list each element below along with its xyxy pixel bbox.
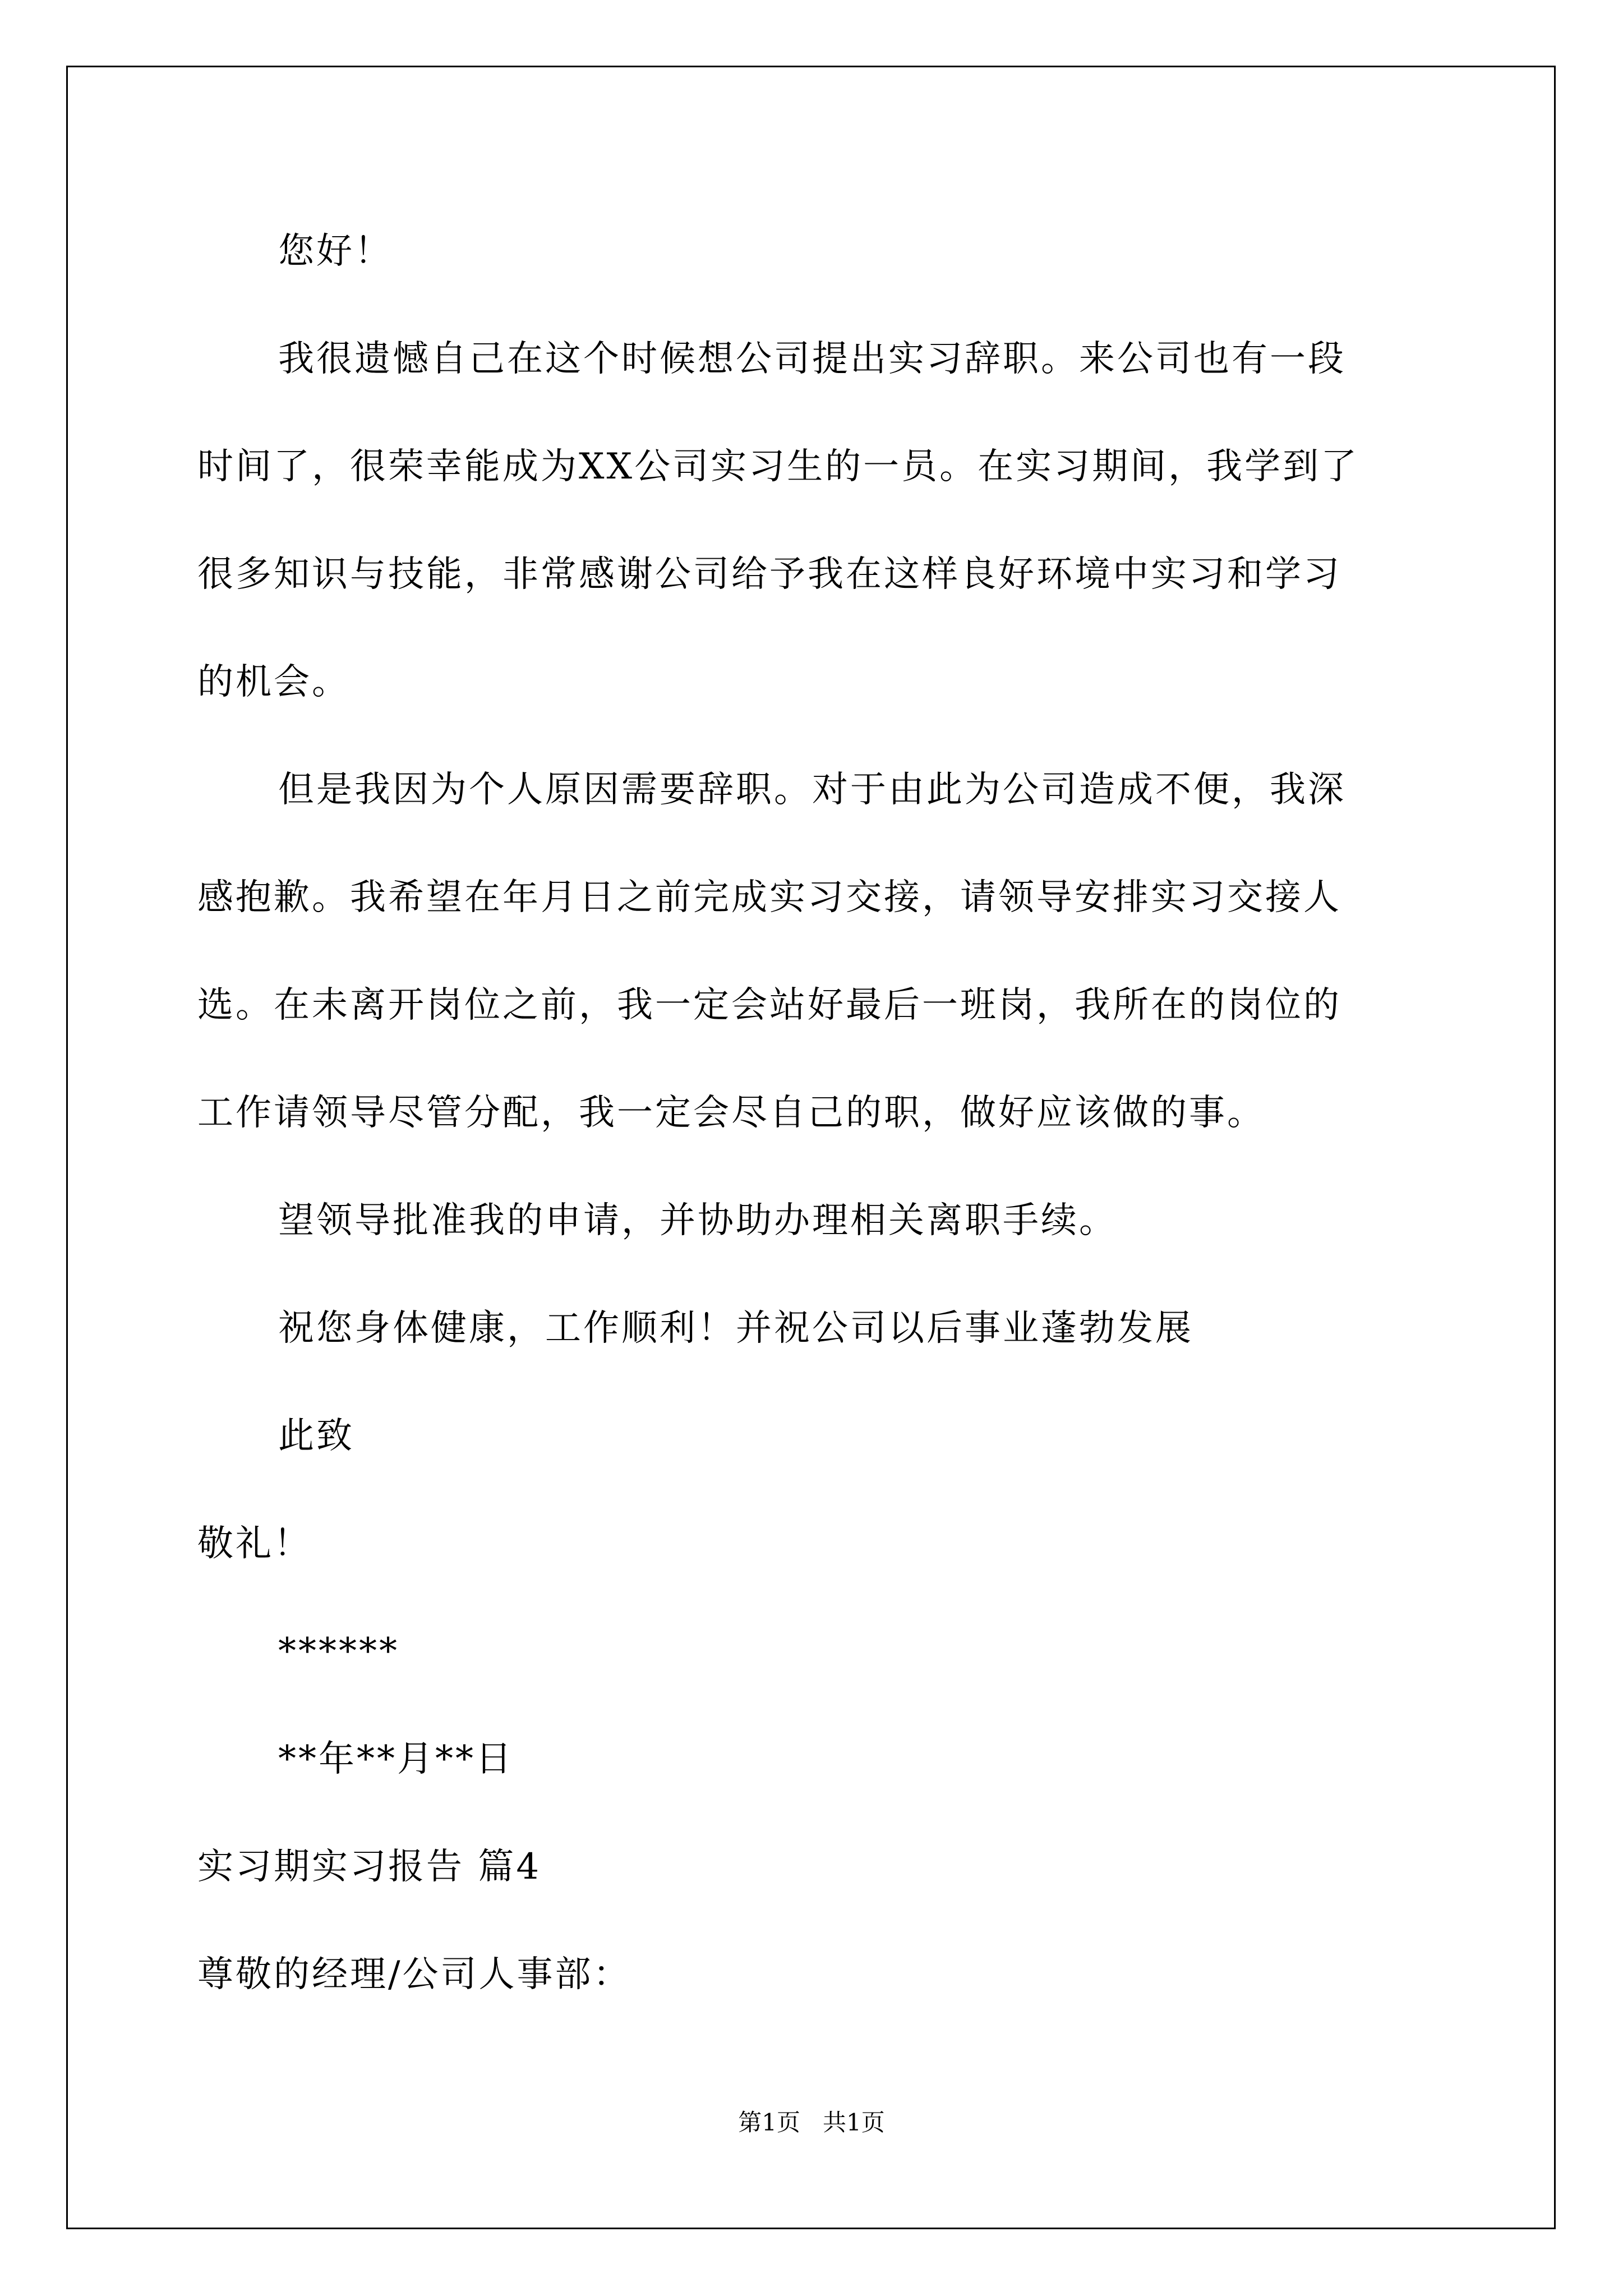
page-frame: [66, 66, 1556, 2229]
signature-date: **年**月**日: [278, 1738, 514, 1780]
section-heading: 实习期实习报告 篇4: [197, 1846, 542, 1888]
signature-name: ******: [278, 1631, 399, 1672]
addressee-line: 尊敬的经理/公司人事部：: [197, 1954, 631, 1995]
paragraph-line: 但是我因为个人原因需要辞职。对于由此为公司造成不便，我深: [278, 769, 1346, 811]
paragraph-line: 我很遗憾自己在这个时候想公司提出实习辞职。来公司也有一段: [278, 338, 1346, 380]
paragraph-line: 感抱歉。我希望在年月日之前完成实习交接，请领导安排实习交接人: [197, 877, 1341, 918]
paragraph-line: 望领导批准我的申请，并协助办理相关离职手续。: [278, 1200, 1117, 1241]
paragraph-line: 时间了，很荣幸能成为XX公司实习生的一员。在实习期间，我学到了: [197, 446, 1359, 487]
paragraph-line: 祝您身体健康，工作顺利！并祝公司以后事业蓬勃发展: [278, 1308, 1193, 1349]
greeting-line: 您好！: [278, 231, 393, 272]
paragraph-line: 的机会。: [197, 661, 350, 703]
paragraph-line: 选。在未离开岗位之前，我一定会站好最后一班岗，我所在的岗位的: [197, 984, 1341, 1026]
paragraph-line: 很多知识与技能，非常感谢公司给予我在这样良好环境中实习和学习: [197, 554, 1341, 595]
closing-salute: 敬礼！: [197, 1523, 312, 1565]
closing-line: 此致: [278, 1415, 354, 1457]
paragraph-line: 工作请领导尽管分配，我一定会尽自己的职，做好应该做的事。: [197, 1092, 1265, 1134]
page-footer: 第1页 共1页: [738, 2109, 885, 2136]
